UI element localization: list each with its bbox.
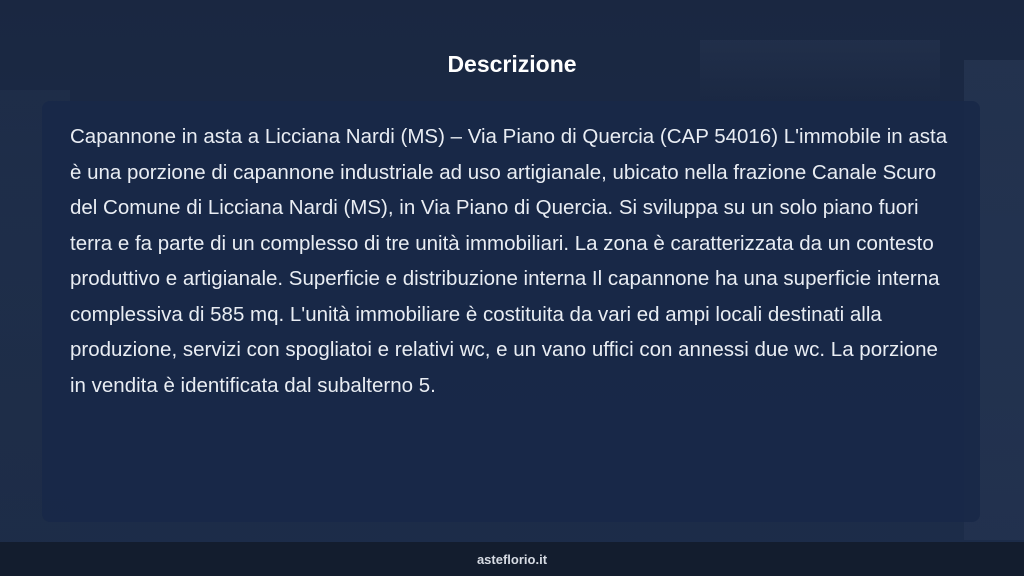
description-text: Capannone in asta a Licciana Nardi (MS) – Via Piano di Quercia (CAP 54016) L'immobile in asta è una porzione di capannone industriale ad uso artigianale, ubicato nella frazione Canale Scuro del Comune di Licciana Nardi (MS), in Via Piano di Quercia. Si sviluppa su un solo piano fuori terra e fa parte di un complesso di tre unità immobiliari. La zona è caratterizzata da un contesto produttivo e artigianale. Superficie e distribuzione interna Il capannone ha una superficie interna complessiva di 585 mq. L'unità immobiliare è costituita da vari ed ampi locali destinati alla produzione, servizi con spogliatoi e relativi wc, e un vano uffici con annessi due wc. La porzione in vendita è identificata dal subalterno 5. [70, 125, 948, 397]
description-panel [42, 101, 980, 522]
footer-bar [0, 542, 1024, 576]
section-title: Descrizione [447, 51, 577, 77]
footer-site-name: asteflorio.it [476, 551, 548, 567]
